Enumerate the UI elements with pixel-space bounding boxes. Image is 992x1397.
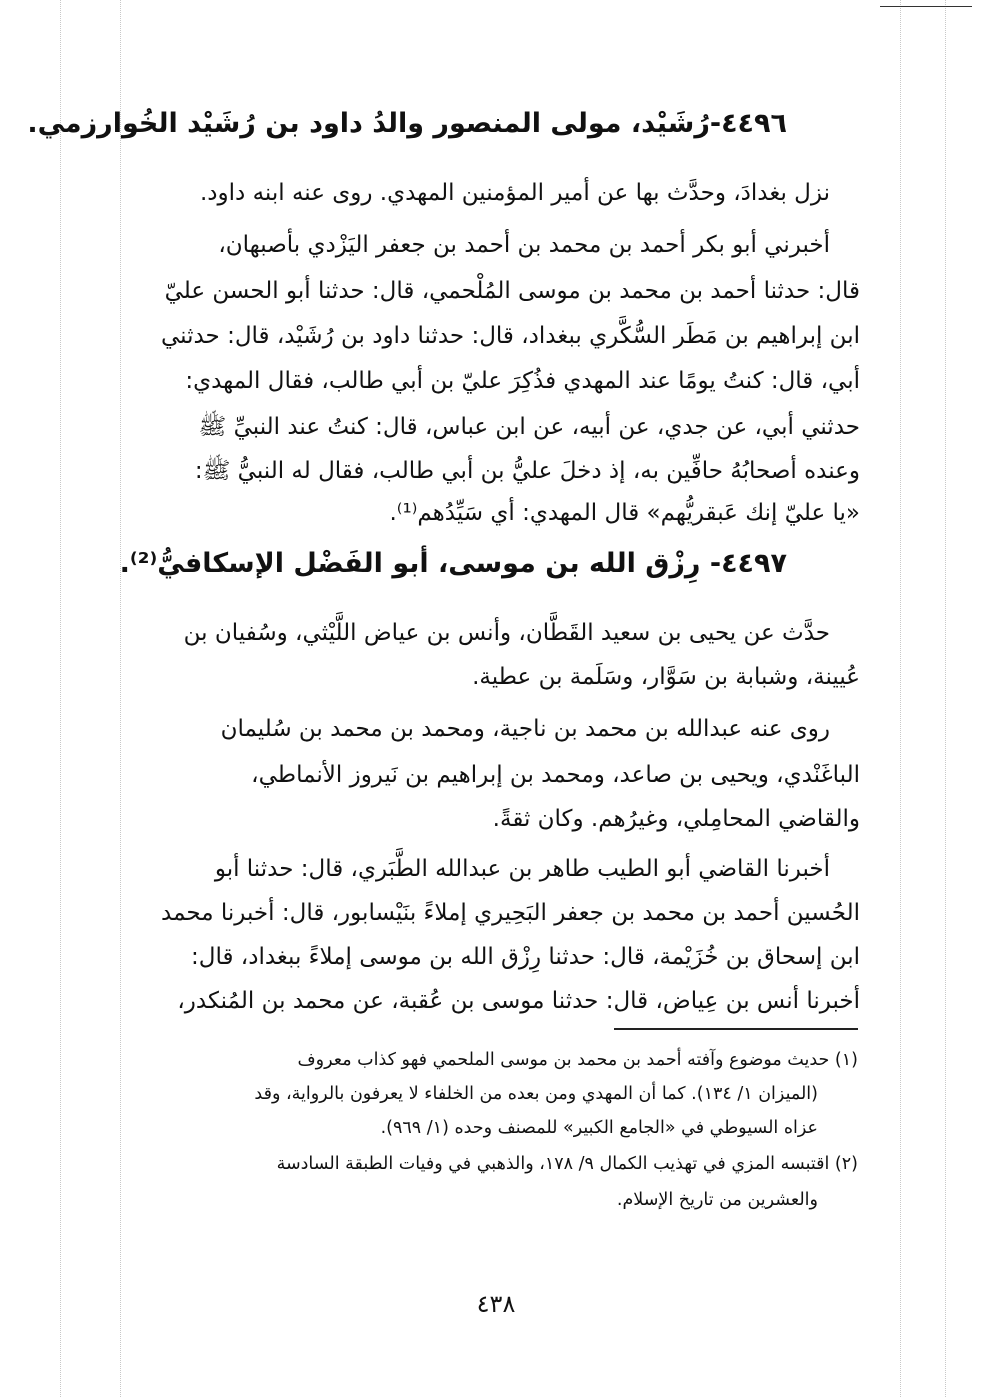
entry-4496-line: وعنده أصحابُهُ حافِّين به، إذ دخلَ عليُّ بن أبي طالب، فقال له النبيُّ ﷺ:	[194, 458, 860, 484]
footnote-1-line: (١) حديث موضوع وآفته أحمد بن محمد بن موسى الملحمي فهو كذاب معروف	[297, 1050, 858, 1070]
footnote-2-line: (٢) اقتبسه المزي في تهذيب الكمال ٩/ ١٧٨، والذهبي في وفيات الطبقة السادسة	[276, 1154, 858, 1174]
entry-4497-line: أخبرنا القاضي أبو الطيب طاهر بن عبدالله الطَّبَري، قال: حدثنا أبو	[214, 856, 830, 882]
entry-4496-line: قال: حدثنا أحمد بن محمد بن موسى المُلْحمي، قال: حدثنا أبو الحسن عليّ	[164, 278, 860, 304]
footnote-2-line: والعشرين من تاريخ الإسلام.	[616, 1190, 818, 1210]
scan-guide-line	[900, 0, 901, 1397]
entry-4496-line: أبي، قال: كنتُ يومًا عند المهدي فذُكِرَ عليّ بن أبي طالب، فقال المهدي:	[185, 368, 860, 394]
entry-4497-line: روى عنه عبدالله بن محمد بن ناجية، ومحمد بن محمد بن سُليمان	[220, 716, 830, 742]
footnote-separator	[614, 1028, 858, 1030]
entry-4497-line: حدَّث عن يحيى بن سعيد القَطَّان، وأنس بن عياض اللَّيْثي، وسُفيان بن	[183, 620, 830, 646]
top-rule	[880, 6, 972, 7]
scan-guide-line	[120, 0, 121, 1397]
entry-4496-line: حدثني أبي، عن جدي، عن أبيه، عن ابن عباس، قال: كنتُ عند النبيِّ ﷺ	[198, 414, 860, 440]
entry-4497-line: أخبرنا أنس بن عِياض، قال: حدثنا موسى بن عُقبة، عن محمد بن المُنكدر،	[177, 988, 860, 1014]
entry-4497-line: والقاضي المحامِلي، وغيرُهم. وكان ثقةً.	[492, 806, 860, 832]
entry-4496-heading: ٤٤٩٦-رُشَيْد، مولى المنصور والدُ داود بن رُشَيْد الخُوارزمي.	[27, 108, 787, 139]
entry-4497-line: ابن إسحاق بن خُزَيْمة، قال: حدثنا رِزْق الله بن موسى إملاءً ببغداد، قال:	[191, 944, 860, 970]
entry-4496-line: ابن إبراهيم بن مَطَر السُّكَّري ببغداد، قال: حدثنا داود بن رُشَيْد، قال: حدثني	[160, 323, 860, 349]
entry-4496-line: نزل بغدادَ، وحدَّث بها عن أمير المؤمنين المهدي. روى عنه ابنه داود.	[199, 180, 830, 206]
footnote-1-line: عزاه السيوطي في «الجامع الكبير» للمصنف وحده (١/ ٩٦٩).	[380, 1118, 818, 1138]
entry-4497-line: الباغَنْدي، ويحيى بن صاعد، ومحمد بن إبراهيم بن نَيروز الأنماطي،	[251, 762, 860, 788]
page-number: ٤٣٨	[476, 1290, 516, 1318]
entry-4496-line: أخبرني أبو بكر أحمد بن محمد بن أحمد بن جعفر اليَزْدي بأصبهان،	[218, 232, 830, 258]
scan-guide-line	[60, 0, 61, 1397]
entry-4497-heading: ٤٤٩٧- رِزْق الله بن موسى، أبو الفَضْل الإسكافيُّ⁽²⁾.	[119, 548, 787, 579]
footnote-1-line: (الميزان ١/ ١٣٤). كما أن المهدي ومن بعده من الخلفاء لا يعرفون بالرواية، وقد	[254, 1084, 818, 1104]
entry-4497-line: عُيينة، وشبابة بن سَوَّار، وسَلَمة بن عطية.	[472, 664, 860, 690]
entry-4497-line: الحُسين أحمد بن محمد بن جعفر البَحِيري إملاءً بنَيْسابور، قال: أخبرنا محمد	[161, 900, 860, 926]
entry-4496-line: «يا عليّ إنك عَبقريُّهم» قال المهدي: أي سَيِّدُهم⁽¹⁾.	[389, 500, 860, 526]
scan-guide-line	[945, 0, 946, 1397]
